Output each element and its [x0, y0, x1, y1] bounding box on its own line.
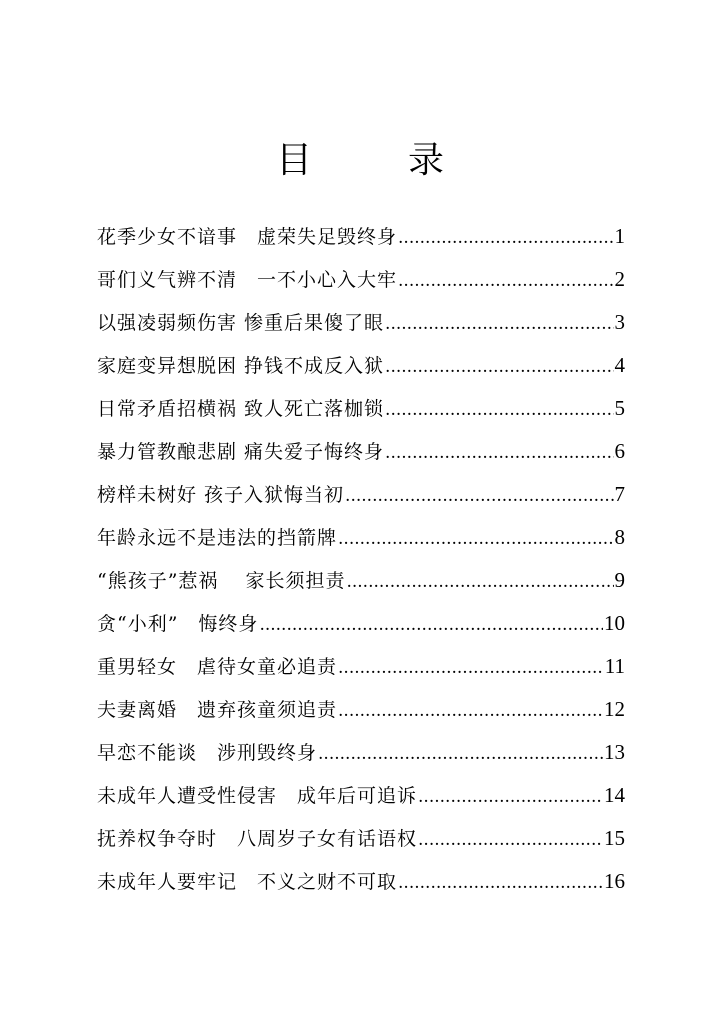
toc-entry-title: 以强凌弱频伤害 惨重后果傻了眼	[97, 312, 385, 334]
toc-page-number: 1	[614, 224, 625, 248]
toc-entry[interactable]	[97, 781, 625, 824]
dot-leader	[338, 701, 603, 721]
toc-entry[interactable]	[97, 394, 625, 437]
page-title: 目 录	[275, 140, 474, 181]
toc-entry-title: 抚养权争夺时 八周岁子女有话语权	[97, 828, 418, 850]
toc-page-number: 14	[604, 783, 625, 807]
dot-leader	[318, 744, 603, 764]
dot-leader	[385, 443, 613, 463]
toc-page-number: 16	[604, 869, 625, 893]
toc-entry[interactable]	[97, 523, 625, 566]
dot-leader	[338, 529, 613, 549]
toc-entry-title: 贪“小利” 悔终身	[97, 613, 259, 635]
toc-entry[interactable]	[97, 265, 625, 308]
dot-leader	[385, 314, 613, 334]
toc-entry-title: 未成年人要牢记 不义之财不可取	[97, 871, 398, 893]
toc-entry[interactable]	[97, 351, 625, 394]
toc-entry[interactable]	[97, 824, 625, 867]
toc-entry-title: 暴力管教酿悲剧 痛失爱子悔终身	[97, 441, 385, 463]
toc-entry-title: 早恋不能谈 涉刑毁终身	[97, 742, 318, 764]
toc-page-number: 5	[614, 396, 625, 420]
dot-leader	[418, 787, 603, 807]
toc-entry-title: 日常矛盾招横祸 致人死亡落枷锁	[97, 398, 385, 420]
toc-entry[interactable]	[97, 222, 625, 265]
toc-entry-title: 夫妻离婚 遗弃孩童须追责	[97, 699, 338, 721]
toc-entry-title: 未成年人遭受性侵害 成年后可追诉	[97, 785, 418, 807]
toc-page-number: 9	[614, 568, 625, 592]
dot-leader	[385, 400, 613, 420]
toc-page-number: 11	[604, 654, 625, 678]
toc-entry[interactable]	[97, 308, 625, 351]
toc-entry-title: 哥们义气辨不清 一不小心入大牢	[97, 269, 398, 291]
dot-leader	[385, 357, 613, 377]
toc-page-number: 8	[614, 525, 625, 549]
toc-entry[interactable]	[97, 867, 625, 910]
toc-entry[interactable]	[97, 738, 625, 781]
toc-page-number: 12	[604, 697, 625, 721]
toc-entry-title: 榜样未树好 孩子入狱悔当初	[97, 484, 345, 506]
table-of-contents	[97, 222, 625, 910]
toc-page-number: 2	[614, 267, 625, 291]
toc-entry[interactable]	[97, 609, 625, 652]
toc-entry[interactable]	[97, 437, 625, 480]
toc-page-number: 7	[614, 482, 625, 506]
toc-entry-title: “熊孩子”惹祸 家长须担责	[97, 570, 346, 592]
toc-page-number: 15	[604, 826, 625, 850]
dot-leader	[345, 486, 613, 506]
dot-leader	[418, 830, 603, 850]
toc-entry[interactable]	[97, 652, 625, 695]
toc-entry[interactable]	[97, 695, 625, 738]
toc-entry[interactable]	[97, 480, 625, 523]
toc-entry-title: 花季少女不谙事 虚荣失足毁终身	[97, 226, 398, 248]
dot-leader	[338, 658, 604, 678]
dot-leader	[398, 271, 613, 291]
toc-page-number: 6	[614, 439, 625, 463]
toc-entry-title: 家庭变异想脱困 挣钱不成反入狱	[97, 355, 385, 377]
toc-entry-title: 重男轻女 虐待女童必追责	[97, 656, 338, 678]
dot-leader	[398, 873, 603, 893]
dot-leader	[259, 615, 603, 635]
toc-page-number: 4	[614, 353, 625, 377]
toc-page-number: 10	[604, 611, 625, 635]
dot-leader	[398, 228, 613, 248]
toc-page-number: 13	[604, 740, 625, 764]
toc-page-number: 3	[614, 310, 625, 334]
dot-leader	[346, 572, 613, 592]
toc-entry-title: 年龄永远不是违法的挡箭牌	[97, 527, 338, 549]
toc-entry[interactable]	[97, 566, 625, 609]
